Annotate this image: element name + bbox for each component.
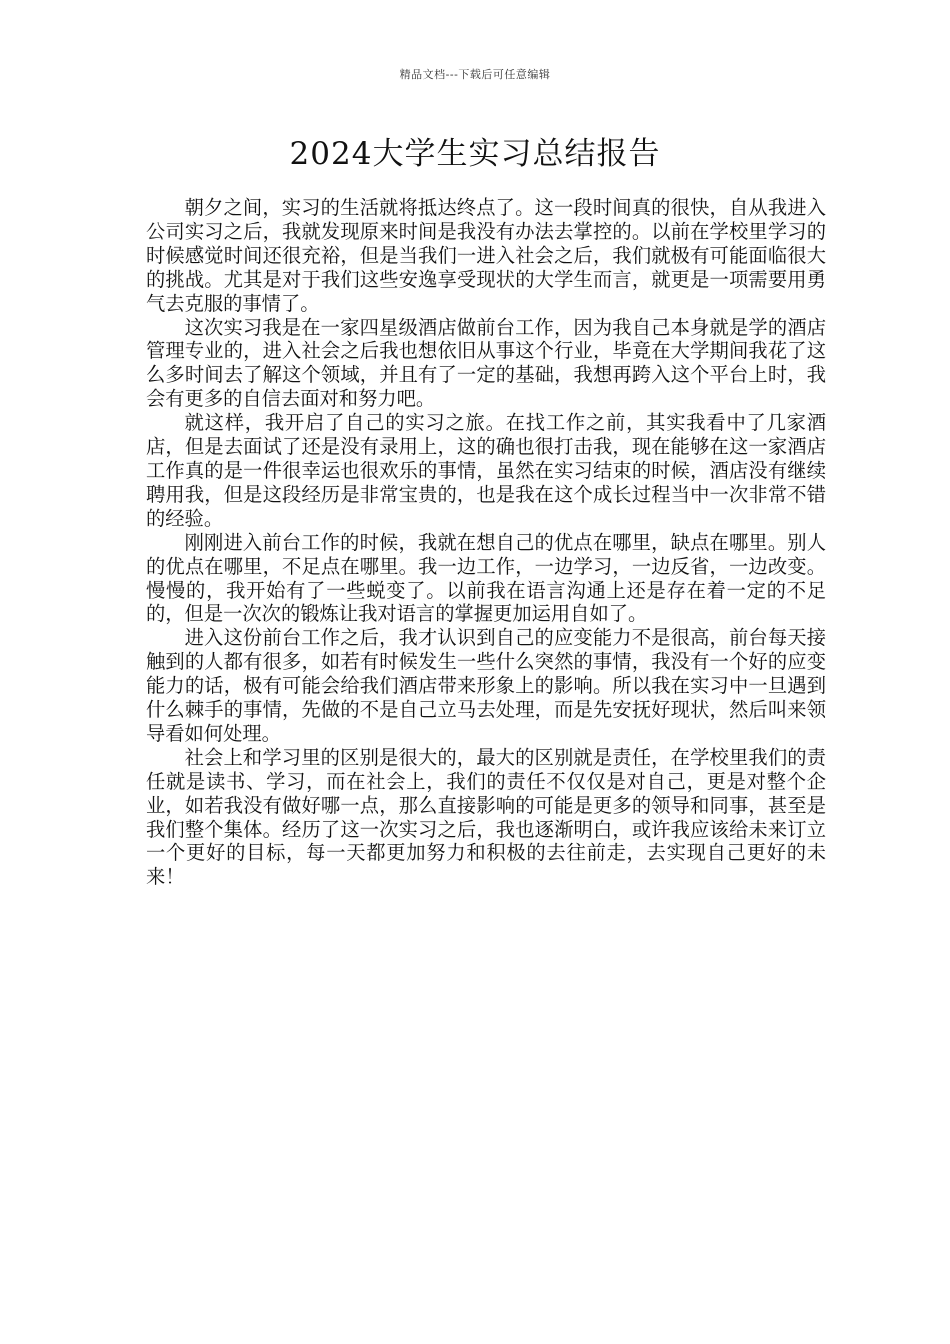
paragraph-3: 就这样，我开启了自己的实习之旅。在找工作之前，其实我看中了几家酒店，但是去面试了还是没有录用上，这的确也很打击我，现在能够在这一家酒店工作真的是一件很幸运也很欢乐的事情，虽然在实习结束的时候，酒店没有继续聘用我，但是这段经历是非常宝贵的，也是我在这个成长过程当中一次非常不错的经验。 xyxy=(146,411,826,530)
document-body xyxy=(146,196,826,889)
paragraph-2: 这次实习我是在一家四星级酒店做前台工作，因为我自己本身就是学的酒店管理专业的，进入社会之后我也想依旧从事这个行业，毕竟在大学期间我花了这么多时间去了解这个领域，并且有了一定的基础，我想再跨入这个平台上时，我会有更多的自信去面对和努力吧。 xyxy=(146,315,826,411)
paragraph-1: 朝夕之间，实习的生活就将抵达终点了。这一段时间真的很快，自从我进入公司实习之后，我就发现原来时间是我没有办法去掌控的。以前在学校里学习的时候感觉时间还很充裕，但是当我们一进入社会之后，我们就极有可能面临很大的挑战。尤其是对于我们这些安逸享受现状的大学生而言，就更是一项需要用勇气去克服的事情了。 xyxy=(146,196,826,315)
paragraph-6: 社会上和学习里的区别是很大的，最大的区别就是责任，在学校里我们的责任就是读书、学习，而在社会上，我们的责任不仅仅是对自己，更是对整个企业，如若我没有做好哪一点，那么直接影响的可能是更多的领导和同事，甚至是我们整个集体。经历了这一次实习之后，我也逐渐明白，或许我应该给未来订立一个更好的目标，每一天都更加努力和积极的去往前走，去实现自己更好的未来！ xyxy=(146,745,826,889)
paragraph-5: 进入这份前台工作之后，我才认识到自己的应变能力不是很高，前台每天接触到的人都有很多，如若有时候发生一些什么突然的事情，我没有一个好的应变能力的话，极有可能会给我们酒店带来形象上的影响。所以我在实习中一旦遇到什么棘手的事情，先做的不是自己立马去处理，而是先安抚好现状，然后叫来领导看如何处理。 xyxy=(146,626,826,745)
header-note: 精品文档---下载后可任意编辑 xyxy=(399,68,551,81)
paragraph-4: 刚刚进入前台工作的时候，我就在想自己的优点在哪里，缺点在哪里。别人的优点在哪里，不足点在哪里。我一边工作，一边学习，一边反省，一边改变。慢慢的，我开始有了一些蜕变了。以前我在语言沟通上还是存在着一定的不足的，但是一次次的锻炼让我对语言的掌握更加运用自如了。 xyxy=(146,530,826,626)
page-title: 2024大学生实习总结报告 xyxy=(289,136,661,172)
